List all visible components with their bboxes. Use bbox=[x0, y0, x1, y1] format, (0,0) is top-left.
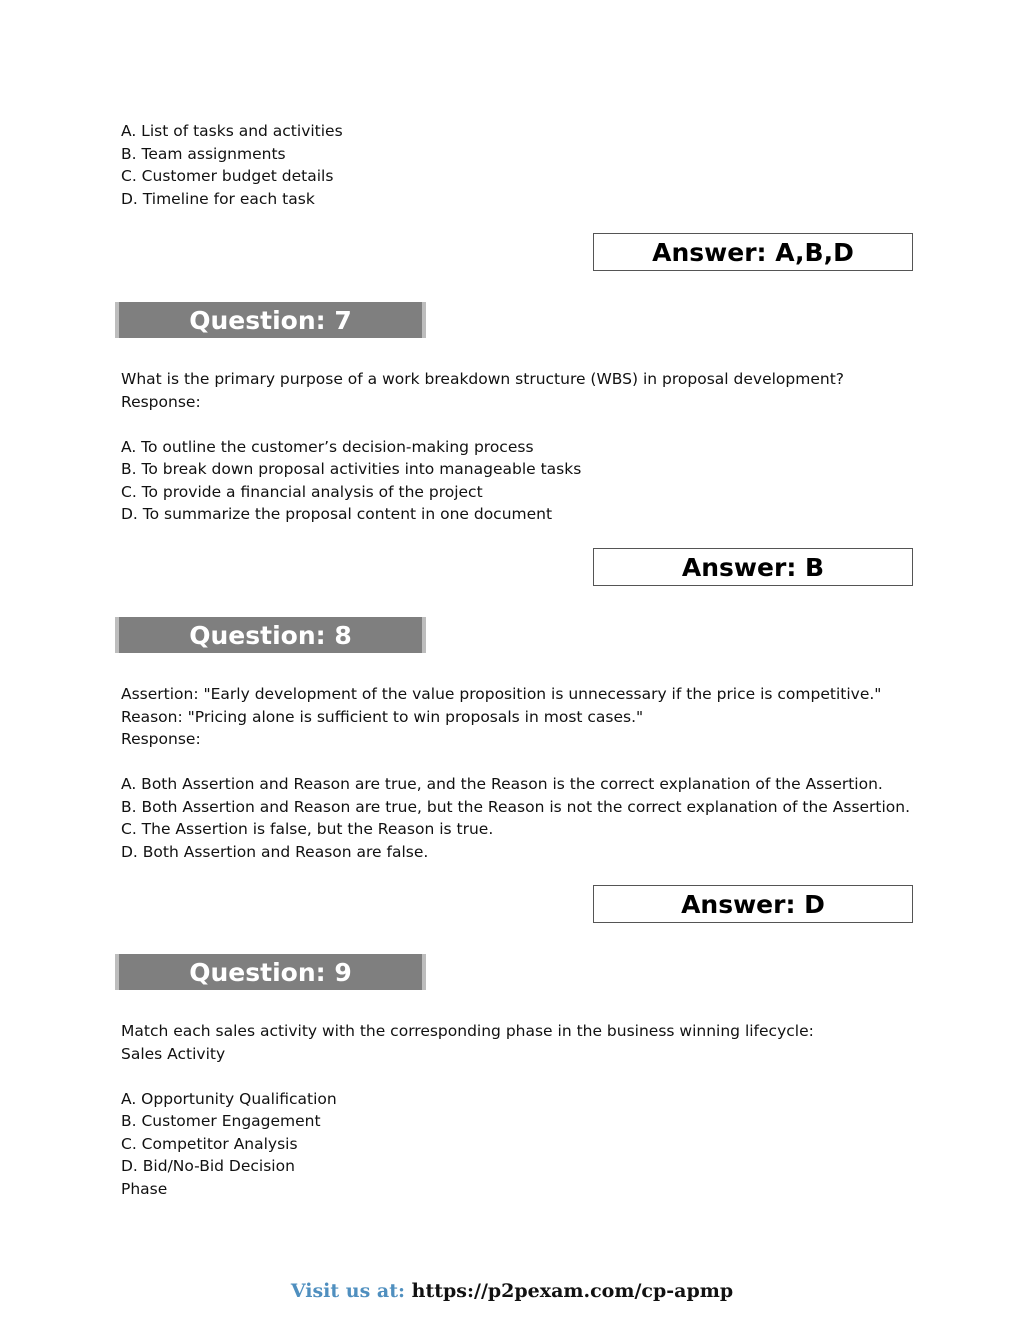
q6-option-a: A. List of tasks and activities bbox=[121, 122, 343, 140]
q9-option-d: D. Bid/No-Bid Decision bbox=[121, 1157, 295, 1175]
q6-options bbox=[121, 120, 343, 210]
q8-banner: Question: 8 bbox=[115, 617, 426, 653]
q7-option-d: D. To summarize the proposal content in one document bbox=[121, 505, 553, 523]
q7-option-a: A. To outline the customer’s decision-making process bbox=[121, 437, 534, 456]
q9-sub-label: Sales Activity bbox=[121, 1044, 226, 1063]
q7-body bbox=[121, 368, 844, 526]
spacer bbox=[121, 1065, 814, 1088]
footer-label: Visit us at: bbox=[290, 1280, 406, 1302]
q9-prompt: Match each sales activity with the corresponding phase in the business winning lifecycle: bbox=[121, 1022, 814, 1040]
q7-option-c: C. To provide a financial analysis of the project bbox=[121, 482, 483, 501]
q9-option-a: A. Opportunity Qualification bbox=[121, 1089, 337, 1108]
q6-answer-box: Answer: A,B,D bbox=[593, 233, 913, 271]
q8-option-a: A. Both Assertion and Reason are true, and the Reason is the correct explanation of the Assertion. bbox=[121, 775, 883, 793]
q6-option-c: C. Customer budget details bbox=[121, 167, 334, 185]
q8-option-b: B. Both Assertion and Reason are true, but the Reason is not the correct explanation of the Assertion. bbox=[121, 797, 911, 816]
q7-prompt: What is the primary purpose of a work breakdown structure (WBS) in proposal development? bbox=[121, 370, 844, 388]
q8-reason: Reason: "Pricing alone is sufficient to win proposals in most cases." bbox=[121, 707, 644, 726]
q6-option-d: D. Timeline for each task bbox=[121, 189, 315, 208]
footer-url-link[interactable]: https://p2pexam.com/cp-apmp bbox=[411, 1280, 734, 1302]
q9-option-c: C. Competitor Analysis bbox=[121, 1134, 298, 1153]
q9-body bbox=[121, 1020, 814, 1200]
spacer bbox=[121, 413, 844, 436]
q8-body bbox=[121, 683, 910, 863]
footer bbox=[0, 1280, 1024, 1302]
q9-option-b: B. Customer Engagement bbox=[121, 1112, 321, 1130]
q9-trailing-label: Phase bbox=[121, 1179, 168, 1198]
q8-answer-box: Answer: D bbox=[593, 885, 913, 923]
spacer bbox=[121, 751, 910, 774]
q8-option-c: C. The Assertion is false, but the Reason is true. bbox=[121, 820, 494, 838]
q8-option-d: D. Both Assertion and Reason are false. bbox=[121, 842, 429, 861]
q7-banner: Question: 7 bbox=[115, 302, 426, 338]
q7-response-label: Response: bbox=[121, 392, 201, 411]
q8-response-label: Response: bbox=[121, 730, 201, 748]
q6-option-b: B. Team assignments bbox=[121, 144, 286, 163]
q7-answer-box: Answer: B bbox=[593, 548, 913, 586]
q9-banner: Question: 9 bbox=[115, 954, 426, 990]
q7-option-b: B. To break down proposal activities into manageable tasks bbox=[121, 460, 582, 478]
q8-assertion: Assertion: "Early development of the value proposition is unnecessary if the price is competitive." bbox=[121, 685, 882, 703]
